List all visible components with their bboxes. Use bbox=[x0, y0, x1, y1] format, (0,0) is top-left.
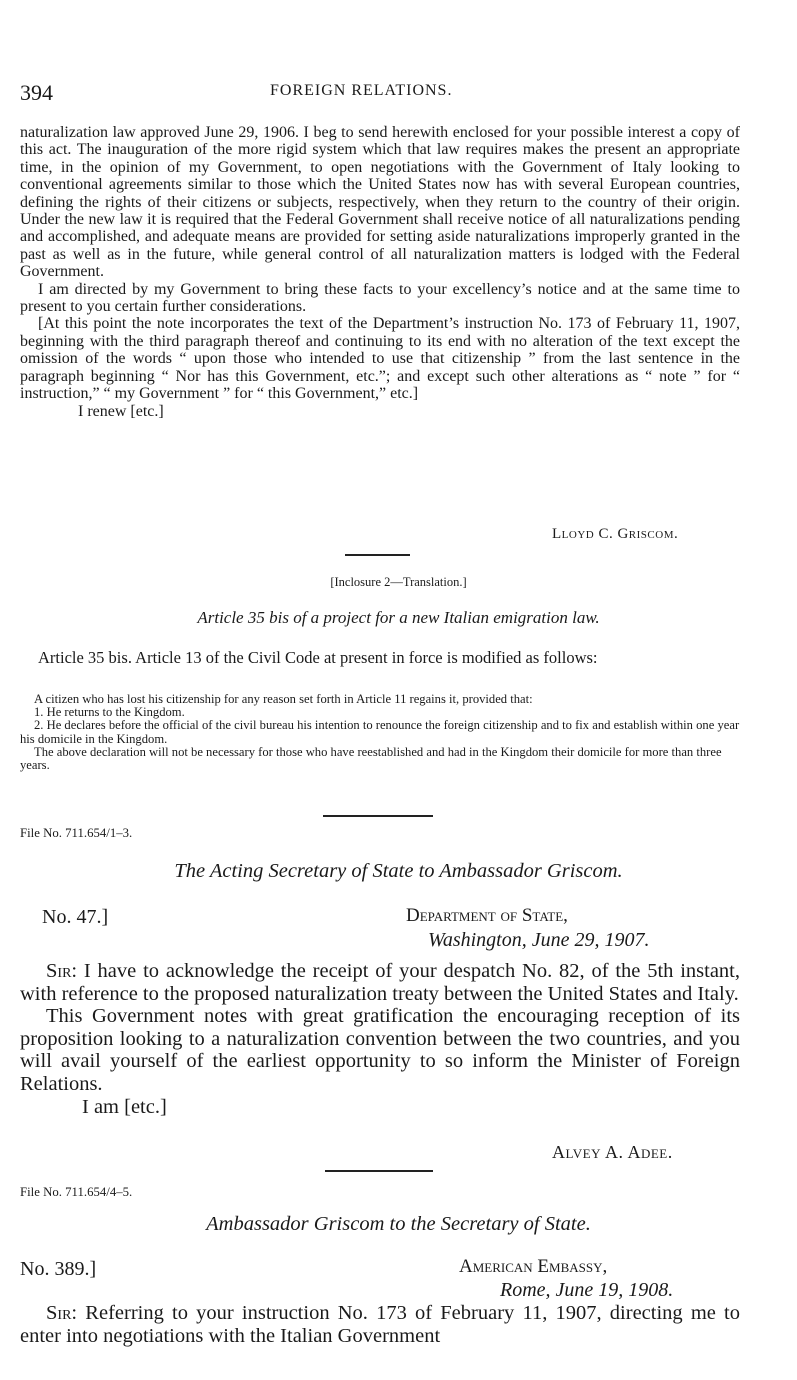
section-divider bbox=[323, 815, 433, 817]
document-title: The Acting Secretary of State to Ambassador Griscom. bbox=[174, 860, 623, 882]
inclosure-title: Article 35 bis of a project for a new Italian emigration law. bbox=[197, 608, 600, 627]
paragraph: This Government notes with great gratification the encouraging reception of its proposition looking to a naturalization convention between the two countries, and you will avail yourself of the earliest opportunity to so inform the Minister of Foreign Relations. bbox=[20, 1005, 740, 1095]
inclosure-label: [Inclosure 2—Translation.] bbox=[330, 575, 467, 589]
sender-office: American Embassy, bbox=[459, 1256, 608, 1277]
inclosure-text bbox=[20, 693, 740, 772]
section-divider bbox=[345, 554, 410, 556]
clause: 2. He declares before the official of the civil bureau his intention to renounce the foreign citizenship and to fix and establish within one year his domicile in the Kingdom. bbox=[20, 718, 740, 746]
running-title: FOREIGN RELATIONS. bbox=[270, 82, 453, 99]
place-date: Washington, June 29, 1907. bbox=[428, 929, 650, 951]
file-number: File No. 711.654/1–3. bbox=[20, 826, 133, 840]
section-divider bbox=[325, 1170, 433, 1172]
despatch-number: No. 389.] bbox=[20, 1258, 97, 1280]
file-number: File No. 711.654/4–5. bbox=[20, 1185, 133, 1199]
paragraph: I am directed by my Government to bring these facts to your excellency’s notice and at the same time to present to you certain further considerations. bbox=[20, 280, 740, 316]
salutation: Sir: bbox=[46, 1302, 78, 1324]
paragraph bbox=[20, 1302, 740, 1347]
paragraph-text: I have to acknowledge the receipt of your despatch No. 82, of the 5th instant, with reference to the proposed naturalization treaty between the United States and Italy. bbox=[20, 960, 740, 1005]
letter-body-top bbox=[20, 124, 740, 420]
signature: Alvey A. Adee. bbox=[552, 1142, 673, 1162]
letter-body bbox=[20, 1302, 740, 1347]
inclosure-intro bbox=[20, 648, 740, 667]
paragraph: Article 35 bis. Article 13 of the Civil Code at present in force is modified as follows: bbox=[38, 648, 598, 667]
page-number: 394 bbox=[20, 80, 53, 105]
salutation: Sir: bbox=[46, 960, 78, 982]
closing: I renew [etc.] bbox=[78, 402, 164, 420]
paragraph-text: Referring to your instruction No. 173 of February 11, 1907, directing me to enter into negotiations with the Italian Government bbox=[20, 1302, 741, 1347]
sender-office: Department of State, bbox=[406, 905, 568, 926]
paragraph bbox=[20, 960, 740, 1005]
clause: A citizen who has lost his citizenship for any reason set forth in Article 11 regains it, provided that: bbox=[34, 692, 533, 706]
despatch-number: No. 47.] bbox=[42, 906, 109, 928]
letter-body bbox=[20, 960, 740, 1118]
place-date: Rome, June 19, 1908. bbox=[500, 1279, 674, 1301]
closing: I am [etc.] bbox=[82, 1095, 167, 1118]
clause: The above declaration will not be necessary for those who have reestablished and had in the Kingdom their domicile for more than three years. bbox=[20, 744, 722, 773]
document-title: Ambassador Griscom to the Secretary of State. bbox=[206, 1213, 591, 1235]
signature: Lloyd C. Griscom. bbox=[552, 526, 679, 542]
clause: 1. He returns to the Kingdom. bbox=[34, 705, 185, 720]
paragraph: naturalization law approved June 29, 1906. I beg to send herewith enclosed for your possible interest a copy of this act. The inauguration of the more rigid system which that law requires makes the present an appropriate time, in the opinion of my Government, to open negotiations with the Government of Italy looking to conventional agreements similar to those which the United States now has with several European countries, defining the rights of their citizens or subjects, respectively, when they return to the country of their origin. Under the new law it is required that the Federal Government shall receive notice of all naturalizations pending and accomplished, and adequate means are provided for setting aside naturalizations improperly granted in the past as well as in the future, while general control of all naturalization matters is lodged with the Federal Government. bbox=[20, 124, 740, 281]
bracketed-note: [At this point the note incorporates the text of the Department’s instruction No. 173 of February 11, 1907, beginning with the third paragraph thereof and continuing to its end with no alteration of the text except the omission of the words “ upon those who intended to use that citizenship ” from the last sentence in the paragraph beginning “ Nor has this Government, etc.”; and except such other alterations as “ note ” for “ instruction,” “ my Government ” for “ this Government,” etc.] bbox=[20, 315, 740, 403]
